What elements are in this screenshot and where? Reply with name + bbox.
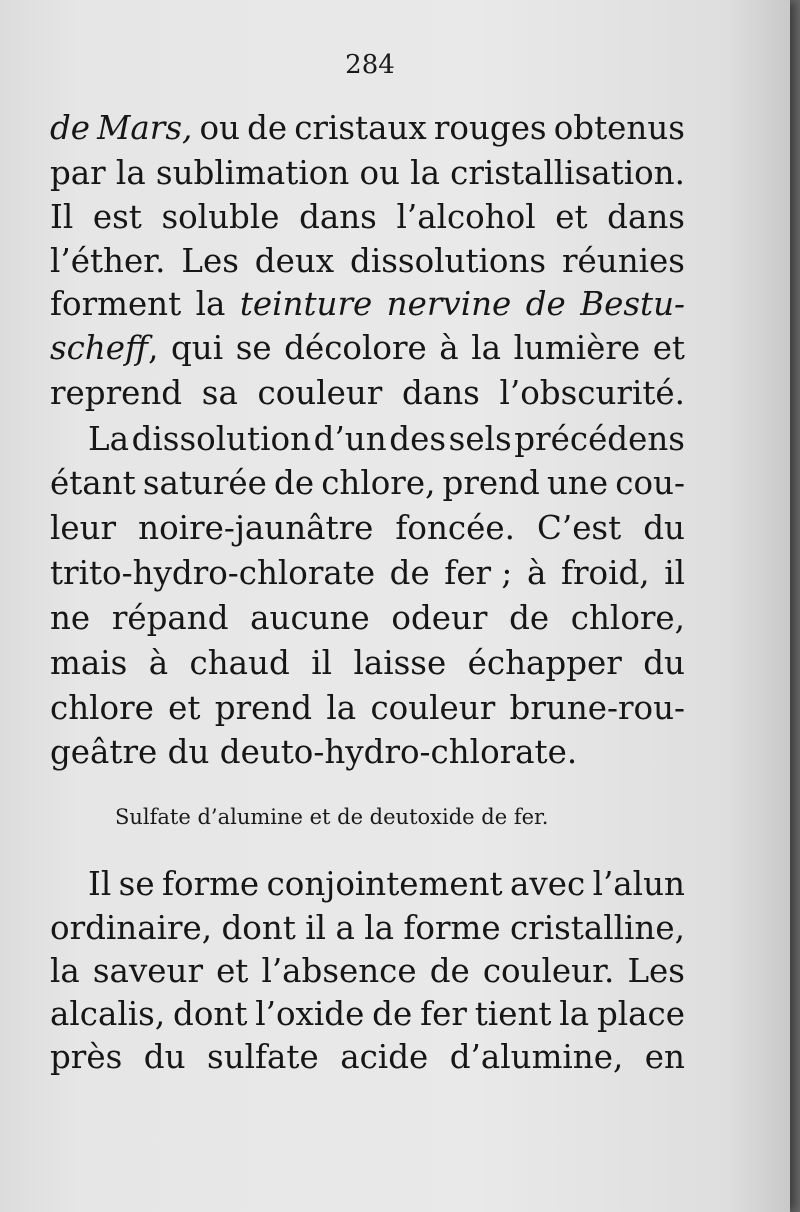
text-line: geâtre du deuto-hydro-chlorate. xyxy=(50,733,578,771)
text-line: Il se forme conjointement avec l’alun xyxy=(88,865,685,903)
text-line: mais à chaud il laisse échapper du xyxy=(50,644,685,682)
text-line: leur noire-jaunâtre foncée. C’est du xyxy=(50,509,685,547)
text-line: l’éther. Les deux dissolutions réunies xyxy=(50,242,685,280)
text-line: la saveur et l’absence de couleur. Les xyxy=(50,952,685,990)
text-line: Il est soluble dans l’alcohol et dans xyxy=(50,198,685,236)
text-line: alcalis, dont l’oxide de fer tient la place xyxy=(50,995,685,1033)
text-line: chlore et prend la couleur brune-rou- xyxy=(50,689,685,727)
text-line: de Mars, ou de cristaux rouges obtenus xyxy=(50,109,685,147)
text-line: près du sulfate acide d’alumine, en xyxy=(50,1038,685,1076)
text-line: trito-hydro-chlorate de fer ; à froid, il xyxy=(50,554,685,592)
text-line: ordinaire, dont il a la forme cristalline, xyxy=(50,909,685,947)
section-heading: Sulfate d’alumine et de deutoxide de fer. xyxy=(115,805,549,829)
text-line: forment la teinture nervine de Bestu- xyxy=(50,285,685,323)
page-number: 284 xyxy=(345,50,395,80)
text-line: La dissolution d’un des sels précédens xyxy=(88,420,685,458)
text-line: scheff, qui se décolore à la lumière et xyxy=(50,329,685,367)
text-line: par la sublimation ou la cristallisation. xyxy=(50,154,685,192)
text-line: étant saturée de chlore, prend une cou- xyxy=(50,464,685,502)
text-line: ne répand aucune odeur de chlore, xyxy=(50,599,685,637)
text-line: reprend sa couleur dans l’obscurité. xyxy=(50,374,685,412)
